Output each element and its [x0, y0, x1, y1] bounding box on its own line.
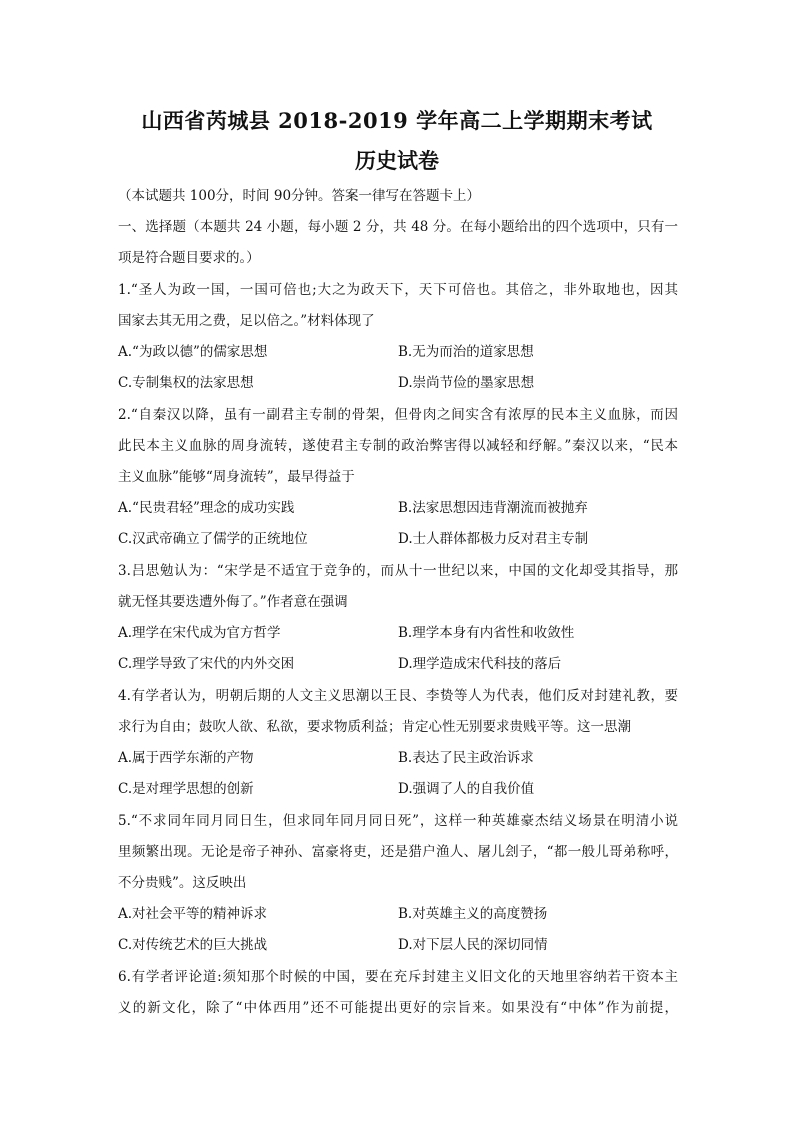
section-instruction: 一、选择题（本题共 24 小题，每小题 2 分，共 48 分。在每小题给出的四个选项中，只有一	[118, 219, 678, 235]
page-subtitle: 历史试卷	[355, 148, 439, 173]
question-4-option-a: A.属于西学东渐的产物	[118, 750, 254, 766]
question-5-text: 不分贵贱”。这反映出	[118, 875, 247, 891]
question-4-option-c: C.是对理学思想的创新	[118, 781, 254, 797]
question-3-option-d: D.理学造成宋代科技的落后	[398, 656, 562, 672]
question-5-option-a: A.对社会平等的精神诉求	[118, 906, 268, 922]
question-4-text: 求行为自由；鼓吹人欲、私欲，要求物质利益；肯定心性无别要求贵贱平等。这一思潮	[118, 719, 631, 735]
question-4-option-b: B.表达了民主政治诉求	[398, 750, 534, 766]
question-1-text: 1.“圣人为政一国，一国可倍也;大之为政天下，天下可倍也。其倍之，非外取地也，因其	[118, 282, 678, 298]
question-5-option-b: B.对英雄主义的高度赞扬	[398, 906, 548, 922]
question-1-option-c: C.专制集权的法家思想	[118, 375, 254, 391]
question-5-text: 里频繁出现。无论是帝子神孙、富豪将吏，还是猎户渔人、屠儿刽子，“都一般儿哥弟称呼，	[118, 844, 678, 860]
question-1-option-b: B.无为而治的道家思想	[398, 344, 534, 360]
question-4-text: 4.有学者认为，明朝后期的人文主义思潮以王艮、李贽等人为代表，他们反对封建礼教，要	[118, 688, 678, 704]
page-title: 山西省芮城县 2018-2019 学年高二上学期期末考试	[141, 108, 653, 133]
exam-note: （本试题共 100分，时间 90分钟。答案一律写在答题卡上）	[118, 188, 481, 204]
question-5-option-d: D.对下层人民的深切同情	[398, 937, 548, 953]
question-1-text: 国家去其无用之费，足以倍之。”材料体现了	[118, 313, 375, 329]
question-2-option-d: D.士人群体都极力反对君主专制	[398, 531, 589, 547]
question-3-text: 3.吕思勉认为：“宋学是不适宜于竞争的，而从十一世纪以来，中国的文化却受其指导，那	[118, 563, 678, 579]
question-5-text: 5.“不求同年同月同日生，但求同年同月同日死”，这样一种英雄豪杰结义场景在明清小说	[118, 813, 678, 829]
question-2-text: 主义血脉”能够“周身流转”，最早得益于	[118, 469, 355, 485]
question-2-text: 2.“自秦汉以降，虽有一副君主专制的骨架，但骨肉之间实含有浓厚的民本主义血脉，而因	[118, 407, 678, 423]
question-6-text: 义的新文化，除了“中体西用”还不可能提出更好的宗旨来。如果没有“中体”作为前提，	[118, 1000, 678, 1016]
question-2-option-c: C.汉武帝确立了儒学的正统地位	[118, 531, 308, 547]
section-instruction: 项是符合题目要求的。）	[118, 250, 260, 266]
question-4-option-d: D.强调了人的自我价值	[398, 781, 535, 797]
question-5-option-c: C.对传统艺术的巨大挑战	[118, 937, 268, 953]
question-3-text: 就无怪其要迭遭外侮了。”作者意在强调	[118, 594, 348, 610]
question-6-text: 6.有学者评论道:须知那个时候的中国，要在充斥封建主义旧文化的天地里容纳若干资本主	[118, 969, 678, 985]
question-3-option-b: B.理学本身有内省性和收敛性	[398, 625, 575, 641]
question-1-option-a: A.“为政以德”的儒家思想	[118, 344, 268, 360]
question-3-option-a: A.理学在宋代成为官方哲学	[118, 625, 281, 641]
question-2-option-b: B.法家思想因违背潮流而被抛弃	[398, 500, 588, 516]
question-2-text: 此民本主义血脉的周身流转，遂使君主专制的政治弊害得以减轻和纾解。”秦汉以来，“民本	[118, 438, 678, 454]
question-3-option-c: C.理学导致了宋代的内外交困	[118, 656, 295, 672]
question-1-option-d: D.崇尚节俭的墨家思想	[398, 375, 535, 391]
question-2-option-a: A.“民贵君轻”理念的成功实践	[118, 500, 295, 516]
